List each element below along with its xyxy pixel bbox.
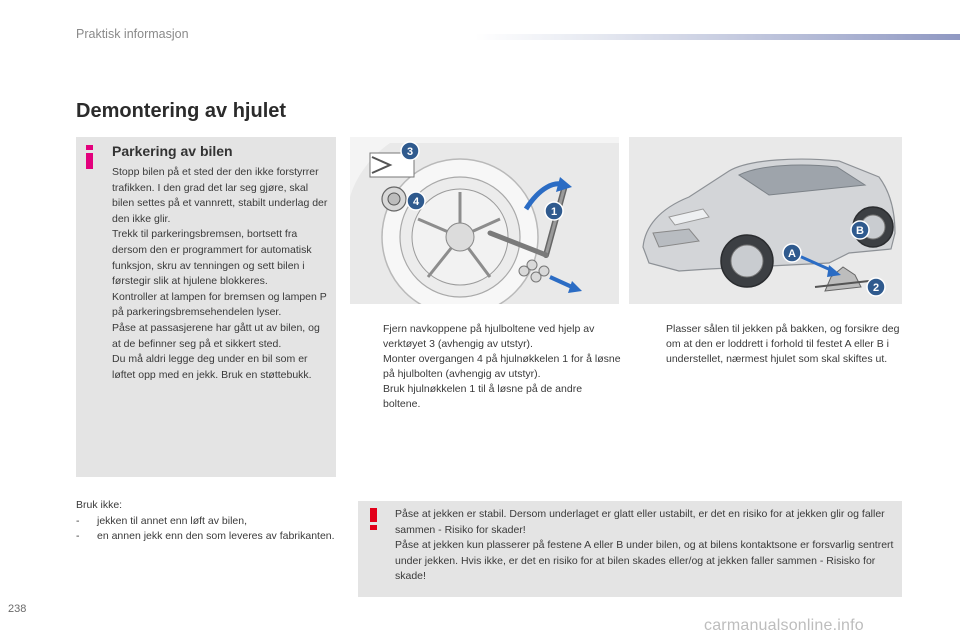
step-text: Plasser sålen til jekken på bakken, og forsikre deg om at den er loddrett i forhold til festet A eller B i understellet, nærmest hjulet som skal skiftes ut. xyxy=(666,323,900,365)
bruk-ikke-text: en annen jekk enn den som leveres av fabrikanten. xyxy=(97,530,335,542)
bruk-ikke-section xyxy=(76,498,346,545)
step-text: Monter overgangen 4 på hjulnøkkelen 1 for å løsne på hjulbolten (avhengig av utstyr). xyxy=(383,353,621,380)
info-title: Parkering av bilen xyxy=(112,143,233,159)
page-number: 238 xyxy=(8,603,27,615)
info-paragraph: Påse at passasjerene har gått ut av bilen, og at de befinner seg på et sikkert sted. xyxy=(112,321,320,350)
step-text: Fjern navkoppene på hjulboltene ved hjelp av verktøyet 3 (avhengig av utstyr). xyxy=(383,323,595,350)
wheel-tools-illustration xyxy=(350,137,619,304)
step-item xyxy=(645,322,900,367)
steps-right-list xyxy=(645,322,900,367)
dash-marker: - xyxy=(76,514,80,527)
warning-text xyxy=(395,507,895,585)
info-text xyxy=(112,165,330,383)
bruk-ikke-text: jekken til annet enn løft av bilen, xyxy=(97,514,248,527)
bruk-ikke-item xyxy=(76,529,346,545)
page-title: Demontering av hjulet xyxy=(76,100,287,122)
step-text: Bruk hjulnøkkelen 1 til å løsne på de andre boltene. xyxy=(383,383,583,410)
warning-paragraph: Påse at jekken er stabil. Dersom underlaget er glatt eller ustabilt, er det en risiko for at jekken glir og faller sammen - Risiko for skader! xyxy=(395,508,885,536)
step-item xyxy=(362,322,622,352)
info-paragraph: Du må aldri legge deg under en bil som er løftet opp med en jekk. Bruk en støttebukk. xyxy=(112,353,312,381)
info-icon xyxy=(85,145,95,167)
callout-B-label: B xyxy=(856,225,864,237)
step-item xyxy=(362,382,622,412)
callout-3-label: 3 xyxy=(406,146,414,158)
callout-1-label: 1 xyxy=(550,206,558,218)
steps-left-list xyxy=(362,322,622,412)
warning-icon xyxy=(369,508,379,530)
watermark: carmanualsonline.info xyxy=(704,617,864,634)
warning-box xyxy=(358,501,902,597)
callout-2-label: 2 xyxy=(872,282,880,294)
callout-A-label: A xyxy=(788,248,796,260)
info-box xyxy=(76,137,336,477)
info-paragraph: Kontroller at lampen for bremsen og lampen P på parkeringsbremsehendelen lyser. xyxy=(112,290,327,319)
header-section-label: Praktisk informasjon xyxy=(76,27,189,41)
car-jack-illustration xyxy=(629,137,902,304)
callout-4-label: 4 xyxy=(412,196,420,208)
bruk-ikke-item xyxy=(76,514,346,530)
info-paragraph: Stopp bilen på et sted der den ikke forstyrrer trafikken. I den grad det lar seg gjøre, skal bilen settes på et vannrett, stabilt underlag der den ikke glir. xyxy=(112,166,328,225)
warning-paragraph: Påse at jekken kun plasserer på festene A eller B under bilen, og at bilens kontaktsone er forsvarlig sentrert under jekken. Hvis ikke, er det en risiko for at bilen skades eller/og at jekken faller sammen - Risisko for skade! xyxy=(395,539,894,582)
header-gradient-bar xyxy=(475,34,960,40)
step-item xyxy=(362,352,622,382)
info-paragraph: Trekk til parkeringsbremsen, bortsett fra dersom den er programmert for automatisk funksjon, skru av tenningen og sett bilen i førstegir slik at hjulene blokkeres. xyxy=(112,228,312,288)
bruk-ikke-title: Bruk ikke: xyxy=(76,499,123,511)
dash-marker: - xyxy=(76,530,80,542)
